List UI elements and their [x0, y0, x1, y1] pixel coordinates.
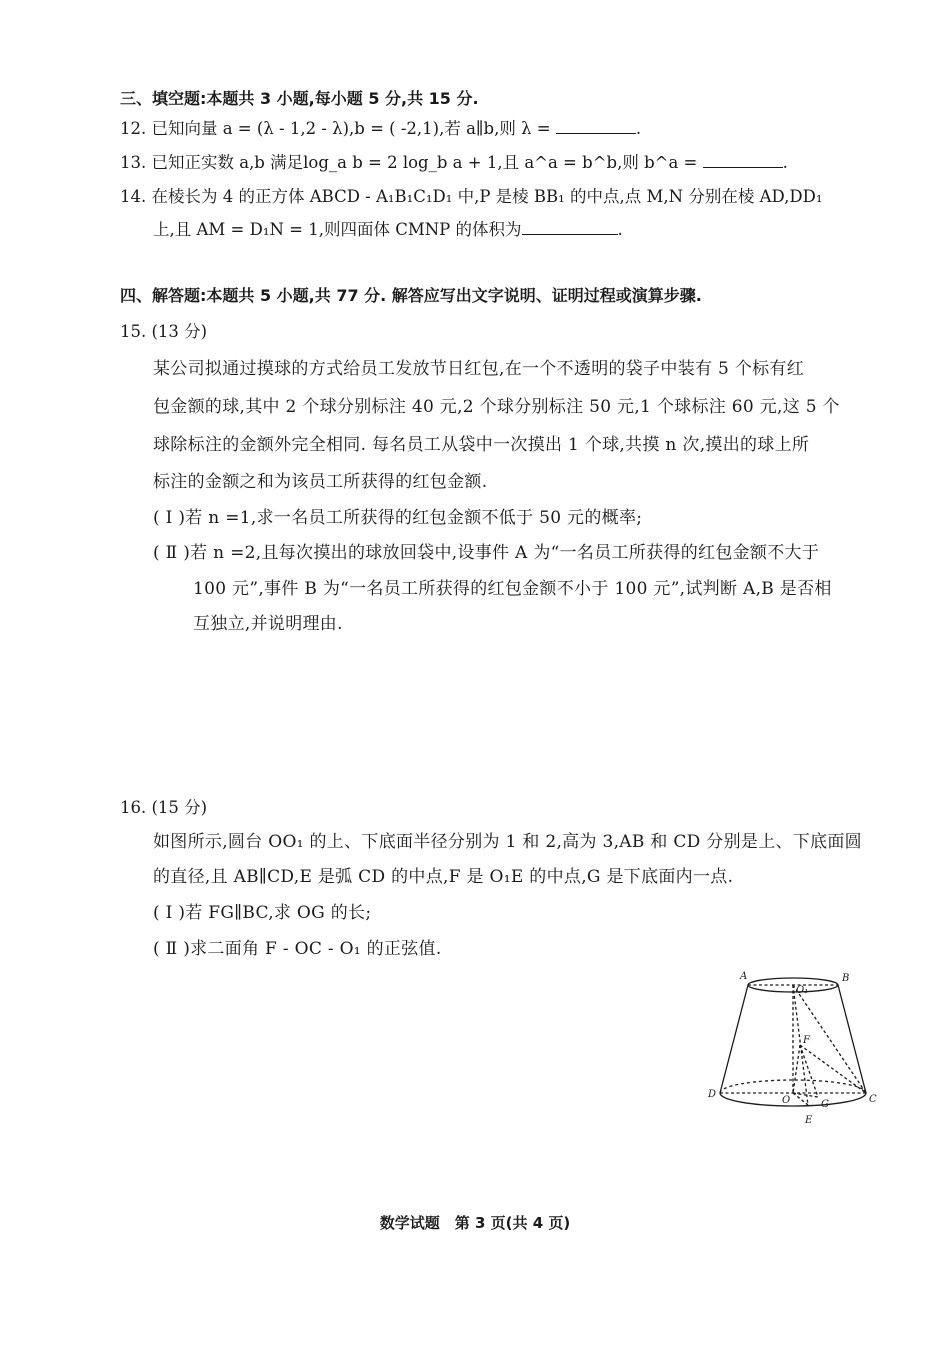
- label-C: C: [869, 1094, 877, 1105]
- question-15-para-line: 包金额的球,其中 2 个球分别标注 40 元,2 个球分别标注 50 元,1 个球标注 60 元,这 5 个: [153, 397, 840, 417]
- segment-FO: [793, 1045, 800, 1093]
- question-15-part1: ( Ⅰ )若 n =1,求一名员工所获得的红包金额不低于 50 元的概率;: [153, 508, 643, 528]
- question-15-part2-line: ( Ⅱ )若 n =2,且每次摸出的球放回袋中,设事件 A 为“一名员工所获得的红包金额不大于: [153, 543, 820, 563]
- label-O: O: [782, 1095, 791, 1106]
- label-O1: O₁: [796, 985, 809, 996]
- question-16-number: 16. (15 分): [120, 798, 208, 817]
- question-14-line2: [153, 219, 623, 241]
- bottom-base-front-arc: [720, 1093, 866, 1106]
- question-12-text: 12. 已知向量 a = (λ - 1,2 - λ),b = ( -2,1),若 a∥b,则 λ =: [120, 119, 551, 138]
- label-B: B: [842, 973, 850, 984]
- question-14-line2-text: 上,且 AM = D₁N = 1,则四面体 CMNP 的体积为: [153, 220, 522, 239]
- question-15-para-line: 标注的金额之和为该员工所获得的红包金额.: [153, 472, 488, 492]
- label-G: G: [821, 1099, 829, 1110]
- label-A: A: [740, 971, 748, 982]
- label-E: E: [805, 1115, 813, 1126]
- question-13: [120, 152, 788, 174]
- left-generatrix: [720, 985, 748, 1093]
- question-16-para-line: 的直径,且 AB∥CD,E 是弧 CD 的中点,F 是 O₁E 的中点,G 是下底面内一点.: [153, 867, 734, 887]
- frustum-figure: [700, 965, 890, 1135]
- question-12-end: .: [635, 119, 642, 138]
- question-15-part2-line: 100 元”,事件 B 为“一名员工所获得的红包金额不小于 100 元”,试判断 A,B 是否相: [193, 579, 832, 599]
- question-13-end: .: [782, 153, 788, 172]
- answer-blank-13: [703, 153, 783, 168]
- question-14-end: .: [617, 220, 623, 239]
- question-15-para-line: 某公司拟通过摸球的方式给员工发放节日红包,在一个不透明的袋子中装有 5 个标有红: [153, 359, 805, 379]
- question-12: [120, 118, 641, 140]
- label-F: F: [803, 1035, 810, 1046]
- right-generatrix: [838, 985, 866, 1093]
- question-13-text: 13. 已知正实数 a,b 满足log_a b = 2 log_b a + 1,且 a^a = b^b,则 b^a =: [120, 153, 698, 172]
- segment-FG: [800, 1045, 818, 1097]
- question-16-para-line: 如图所示,圆台 OO₁ 的上、下底面半径分别为 1 和 2,高为 3,AB 和 CD 分别是上、下底面圆: [153, 832, 862, 852]
- label-D: D: [708, 1089, 717, 1100]
- answer-blank-12: [556, 119, 636, 134]
- question-15-part2-line: 互独立,并说明理由.: [193, 614, 343, 634]
- question-14-line1: 14. 在棱长为 4 的正方体 ABCD - A₁B₁C₁D₁ 中,P 是棱 BB₁ 的中点,点 M,N 分别在棱 AD,DD₁: [120, 187, 823, 206]
- section4-heading: 四、解答题:本题共 5 小题,共 77 分. 解答应写出文字说明、证明过程或演算步骤.: [120, 286, 702, 305]
- question-15-number: 15. (13 分): [120, 322, 208, 341]
- page-footer: 数学试题 第 3 页(共 4 页): [379, 1214, 571, 1232]
- answer-blank-14: [522, 220, 618, 235]
- question-16-part2: ( Ⅱ )求二面角 F - OC - O₁ 的正弦值.: [153, 939, 442, 959]
- section3-heading: 三、填空题:本题共 3 小题,每小题 5 分,共 15 分.: [120, 89, 479, 108]
- question-16-part1: ( Ⅰ )若 FG∥BC,求 OG 的长;: [153, 903, 372, 923]
- question-15-para-line: 球除标注的金额外完全相同. 每名员工从袋中一次摸出 1 个球,共摸 n 次,摸出的球上所: [153, 435, 810, 455]
